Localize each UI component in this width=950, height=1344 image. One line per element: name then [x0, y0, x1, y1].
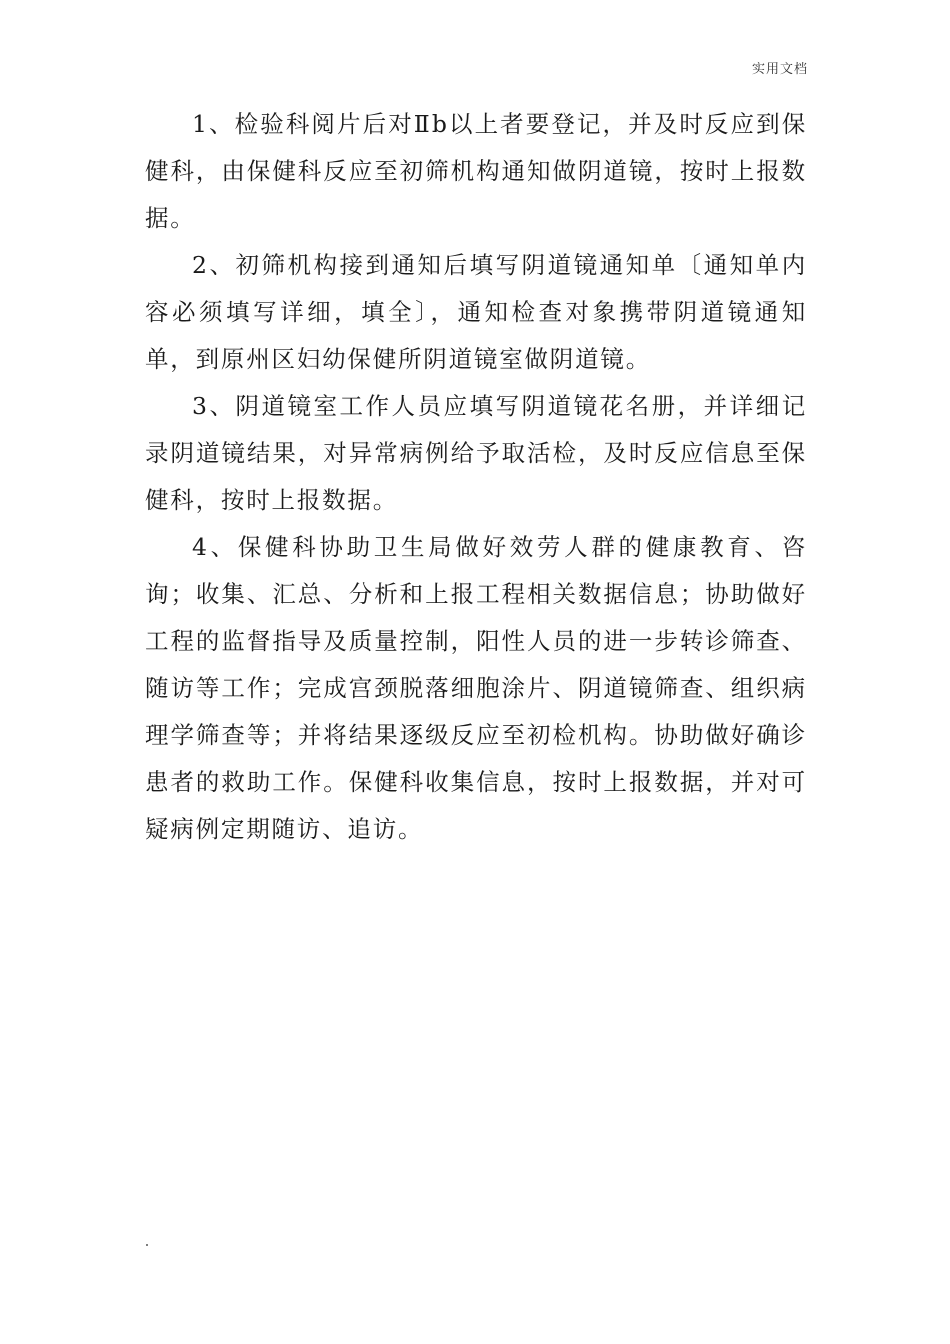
footer-dot-mark [146, 1244, 148, 1246]
paragraph-1: 1、检验科阅片后对Ⅱb以上者要登记，并及时反应到保健科，由保健科反应至初筛机构通知做阴道镜，按时上报数据。 [145, 110, 807, 232]
document-body [145, 101, 807, 853]
paragraph-4: 4、保健科协助卫生局做好效劳人群的健康教育、咨询；收集、汇总、分析和上报工程相关数据信息；协助做好工程的监督指导及质量控制，阳性人员的进一步转诊筛查、随访等工作；完成宫颈脱落细胞涂片、阴道镜筛查、组织病理学筛查等；并将结果逐级反应至初检机构。协助做好确诊患者的救助工作。保健科收集信息，按时上报数据，并对可疑病例定期随访、追访。 [145, 533, 807, 843]
page-header-label: 实用文档 [751, 62, 808, 77]
paragraph-2: 2、初筛机构接到通知后填写阴道镜通知单〔通知单内容必须填写详细，填全〕，通知检查对象携带阴道镜通知单，到原州区妇幼保健所阴道镜室做阴道镜。 [145, 251, 807, 373]
paragraph-3: 3、阴道镜室工作人员应填写阴道镜花名册，并详细记录阴道镜结果，对异常病例给予取活检，及时反应信息至保健科，按时上报数据。 [145, 392, 807, 514]
